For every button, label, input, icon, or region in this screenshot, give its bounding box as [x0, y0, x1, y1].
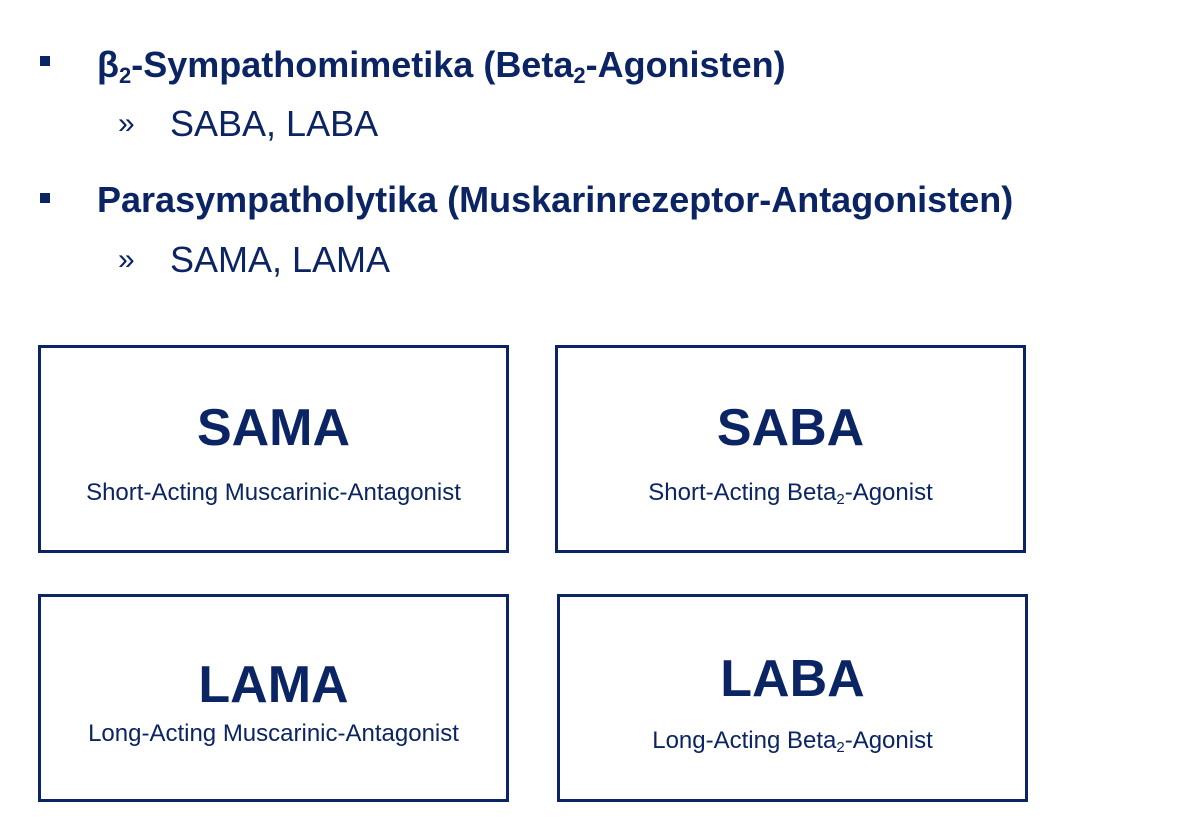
box-lama: [38, 594, 509, 802]
heading-subscript: 2: [118, 63, 132, 88]
box-lama-abbr: LAMA: [198, 656, 349, 714]
box-laba-full-suffix: -Agonist: [844, 727, 933, 754]
box-saba-full-subscript: 2: [836, 491, 845, 508]
subitem-marker-2: »: [118, 243, 135, 276]
box-laba: [557, 594, 1028, 802]
box-saba: [555, 345, 1026, 553]
box-saba-abbr: SABA: [716, 399, 865, 457]
box-saba-full-suffix: -Agonist: [844, 479, 933, 506]
heading-mid: -Sympathomimetika (Beta: [131, 44, 574, 85]
heading-subscript: 2: [573, 63, 586, 88]
box-laba-abbr: LABA: [720, 650, 865, 708]
box-saba-full: [558, 479, 1023, 507]
box-sama-full: Short-Acting Muscarinic-Antagonist: [86, 479, 461, 506]
box-sama: [38, 345, 509, 553]
heading-parasympatholytika: Parasympatholytika (Muskarinrezeptor-Antagonisten): [97, 179, 1014, 220]
subitem-sama-lama: SAMA, LAMA: [170, 239, 391, 280]
box-laba-full: [560, 727, 1025, 755]
box-laba-full-prefix: Long-Acting Beta: [652, 727, 837, 754]
box-lama-full: Long-Acting Muscarinic-Antagonist: [88, 720, 459, 747]
subitem-saba-laba: SABA, LABA: [170, 103, 379, 144]
heading-suffix: -Agonisten): [585, 44, 786, 85]
bullet-marker-1: [40, 56, 50, 66]
box-saba-full-prefix: Short-Acting Beta: [648, 479, 837, 506]
bullet-marker-2: [40, 193, 50, 203]
heading-prefix: β: [97, 44, 119, 85]
box-sama-abbr: SAMA: [196, 399, 351, 457]
heading-beta2-sympathomimetika: [97, 44, 786, 88]
box-laba-full-subscript: 2: [836, 739, 845, 756]
subitem-marker-1: »: [118, 107, 135, 140]
